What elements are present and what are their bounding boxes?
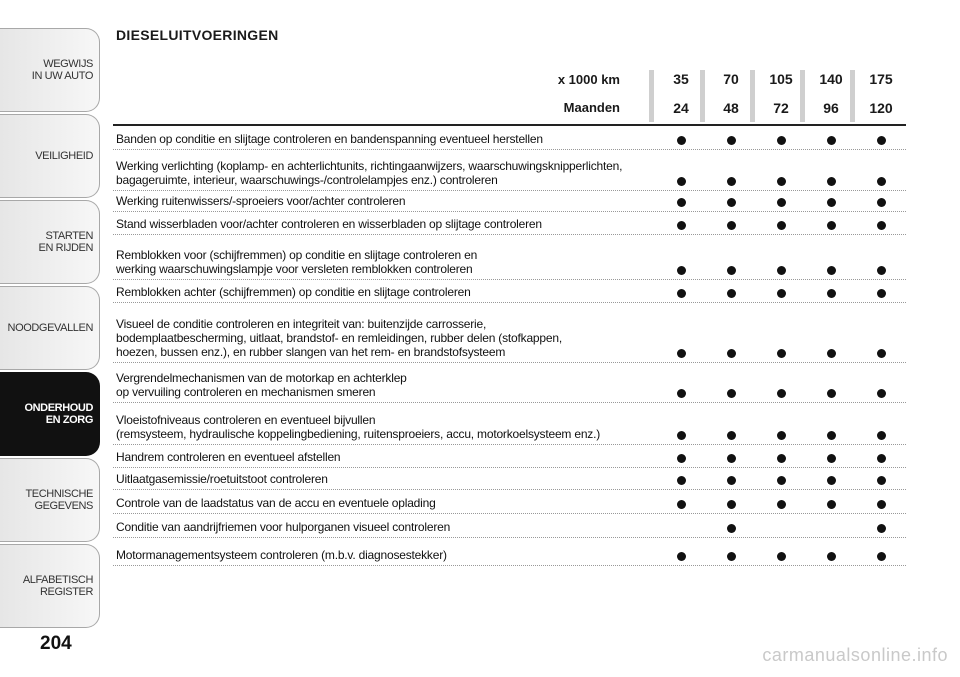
service-required-dot	[677, 431, 686, 440]
service-required-dot	[827, 198, 836, 207]
row-description-line: bagageruimte, interieur, waarschuwings-/controlelampjes enz.) controleren	[116, 173, 498, 187]
row-description	[116, 496, 656, 510]
row-description	[116, 248, 656, 276]
month-interval-96: 96	[823, 100, 839, 116]
table-row	[113, 445, 906, 468]
service-required-dot	[877, 431, 886, 440]
row-description	[116, 520, 656, 534]
row-description-line: (remsysteem, hydraulische koppelingbediening, ruitensproeiers, accu, motorkoelsysteem enz.)	[116, 427, 601, 441]
service-required-dot	[877, 454, 886, 463]
service-required-dot	[677, 349, 686, 358]
service-required-dot	[877, 476, 886, 485]
service-required-dot	[777, 476, 786, 485]
row-description-line: Motormanagementsysteem controleren (m.b.v. diagnosestekker)	[116, 548, 447, 562]
service-required-dot	[877, 524, 886, 533]
service-required-dot	[727, 221, 736, 230]
service-required-dot	[677, 177, 686, 186]
chapter-tab-label: ALFABETISCH	[22, 574, 93, 586]
service-required-dot	[777, 289, 786, 298]
chapter-tab-4[interactable]	[0, 372, 100, 456]
row-description	[116, 217, 656, 231]
row-description-line: Werking ruitenwissers/-sproeiers voor/achter controleren	[116, 194, 406, 208]
column-header-bar	[750, 70, 755, 122]
service-required-dot	[877, 500, 886, 509]
row-description-line: bodemplaatbescherming, uitlaat, brandstof- en remleidingen, rubber delen (stofkappen,	[116, 331, 562, 345]
chapter-tab-label: WEGWIJS	[43, 58, 93, 70]
service-required-dot	[677, 221, 686, 230]
service-required-dot	[827, 552, 836, 561]
service-required-dot	[877, 177, 886, 186]
service-required-dot	[727, 524, 736, 533]
row-description-line: Handrem controleren en eventueel afstellen	[116, 450, 341, 464]
service-required-dot	[727, 289, 736, 298]
row-description-line: Vloeistofniveaus controleren en eventueel bijvullen	[116, 413, 376, 427]
service-required-dot	[827, 500, 836, 509]
service-required-dot	[827, 476, 836, 485]
table-row	[113, 490, 906, 514]
service-required-dot	[727, 389, 736, 398]
service-required-dot	[877, 389, 886, 398]
row-description	[116, 450, 656, 464]
service-required-dot	[877, 136, 886, 145]
row-description	[116, 194, 656, 208]
chapter-tab-label: STARTEN	[45, 230, 93, 242]
service-required-dot	[777, 136, 786, 145]
column-header-bar	[649, 70, 654, 122]
service-required-dot	[677, 198, 686, 207]
service-required-dot	[677, 266, 686, 275]
table-row	[113, 212, 906, 235]
table-row	[113, 127, 906, 150]
row-description	[116, 317, 656, 359]
chapter-tab-label: EN ZORG	[45, 414, 93, 426]
service-required-dot	[677, 454, 686, 463]
km-interval-140: 140	[819, 71, 843, 87]
service-required-dot	[877, 552, 886, 561]
row-description-line: Remblokken achter (schijfremmen) op conditie en slijtage controleren	[116, 285, 471, 299]
service-required-dot	[777, 177, 786, 186]
row-description-line: Werking verlichting (koplamp- en achterlichtunits, richtingaanwijzers, waarschuwingsknipperlichten,	[116, 159, 623, 173]
row-description-line: Remblokken voor (schijfremmen) op conditie en slijtage controleren en	[116, 248, 478, 262]
service-required-dot	[777, 431, 786, 440]
column-header-bar	[850, 70, 855, 122]
page-number: 204	[40, 633, 72, 654]
service-required-dot	[727, 266, 736, 275]
table-row	[113, 514, 906, 538]
header-rule	[113, 124, 906, 126]
service-required-dot	[827, 349, 836, 358]
chapter-tab-label: IN UW AUTO	[31, 70, 93, 82]
service-required-dot	[677, 289, 686, 298]
chapter-tab-2[interactable]	[0, 200, 100, 284]
chapter-tab-3[interactable]	[0, 286, 100, 370]
row-description	[116, 472, 656, 486]
km-interval-105: 105	[769, 71, 793, 87]
months-header-label: Maanden	[563, 100, 620, 115]
row-description-line: hoezen, bussen enz.), en rubber slangen van het rem- en brandstofsysteem	[116, 345, 506, 359]
km-interval-175: 175	[869, 71, 893, 87]
service-required-dot	[677, 500, 686, 509]
table-row	[113, 403, 906, 445]
service-required-dot	[827, 266, 836, 275]
row-description-line: Conditie van aandrijfriemen voor hulporganen visueel controleren	[116, 520, 451, 534]
chapter-tab-label: EN RIJDEN	[38, 242, 93, 254]
table-row	[113, 191, 906, 212]
chapter-tab-label: GEGEVENS	[34, 500, 93, 512]
month-interval-72: 72	[773, 100, 789, 116]
table-row	[113, 468, 906, 490]
chapter-tab-label: ONDERHOUD	[24, 402, 93, 414]
km-interval-35: 35	[673, 71, 689, 87]
service-required-dot	[827, 177, 836, 186]
service-required-dot	[877, 266, 886, 275]
service-required-dot	[777, 221, 786, 230]
service-required-dot	[727, 454, 736, 463]
chapter-tab-label: NOODGEVALLEN	[7, 322, 93, 334]
service-required-dot	[727, 349, 736, 358]
service-required-dot	[777, 454, 786, 463]
chapter-tab-1[interactable]	[0, 114, 100, 198]
service-required-dot	[777, 266, 786, 275]
service-required-dot	[827, 136, 836, 145]
service-required-dot	[727, 177, 736, 186]
service-required-dot	[877, 198, 886, 207]
service-required-dot	[727, 476, 736, 485]
service-required-dot	[827, 431, 836, 440]
service-required-dot	[727, 136, 736, 145]
month-interval-120: 120	[869, 100, 893, 116]
service-required-dot	[777, 500, 786, 509]
row-description	[116, 159, 656, 187]
row-description-line: Visueel de conditie controleren en integriteit van: buitenzijde carrosserie,	[116, 317, 487, 331]
watermark: carmanualsonline.info	[762, 645, 948, 665]
row-description-line: Banden op conditie en slijtage controleren en bandenspanning eventueel herstellen	[116, 132, 543, 146]
row-description	[116, 285, 656, 299]
table-row	[113, 303, 906, 363]
service-required-dot	[877, 349, 886, 358]
table-row	[113, 150, 906, 191]
row-description-line: Stand wisserbladen voor/achter controleren en wisserbladen op slijtage controleren	[116, 217, 542, 231]
service-required-dot	[877, 221, 886, 230]
month-interval-24: 24	[673, 100, 689, 116]
table-row	[113, 280, 906, 303]
service-required-dot	[827, 221, 836, 230]
service-required-dot	[677, 389, 686, 398]
km-interval-70: 70	[723, 71, 739, 87]
table-row	[113, 363, 906, 403]
service-required-dot	[827, 389, 836, 398]
chapter-tab-label: VEILIGHEID	[35, 150, 93, 162]
row-description	[116, 371, 656, 399]
service-required-dot	[877, 289, 886, 298]
row-description	[116, 413, 656, 441]
service-required-dot	[777, 552, 786, 561]
service-required-dot	[777, 389, 786, 398]
chapter-tab-label: TECHNISCHE	[25, 488, 93, 500]
row-description	[116, 548, 656, 562]
row-description	[116, 132, 656, 146]
chapter-tab-6[interactable]	[0, 544, 100, 628]
row-description-line: Controle van de laadstatus van de accu en eventuele oplading	[116, 496, 436, 510]
row-description-line: werking waarschuwingslampje voor versleten remblokken controleren	[116, 262, 473, 276]
row-description-line: op vervuiling controleren en mechanismen smeren	[116, 385, 376, 399]
column-header-bar	[800, 70, 805, 122]
row-description-line: Uitlaatgasemissie/roetuitstoot controleren	[116, 472, 328, 486]
chapter-tab-5[interactable]	[0, 458, 100, 542]
page-title: DIESELUITVOERINGEN	[116, 27, 279, 43]
service-required-dot	[727, 552, 736, 561]
month-interval-48: 48	[723, 100, 739, 116]
chapter-tab-label: REGISTER	[39, 586, 93, 598]
column-header-bar	[700, 70, 705, 122]
row-description-line: Vergrendelmechanismen van de motorkap en achterklep	[116, 371, 407, 385]
service-required-dot	[677, 476, 686, 485]
chapter-tab-0[interactable]	[0, 28, 100, 112]
service-required-dot	[777, 349, 786, 358]
service-required-dot	[677, 552, 686, 561]
table-row	[113, 538, 906, 566]
table-row	[113, 235, 906, 280]
km-header-label: x 1000 km	[557, 72, 620, 87]
service-required-dot	[727, 431, 736, 440]
service-required-dot	[677, 136, 686, 145]
service-required-dot	[777, 198, 786, 207]
service-required-dot	[827, 454, 836, 463]
service-required-dot	[827, 289, 836, 298]
service-required-dot	[727, 500, 736, 509]
service-required-dot	[727, 198, 736, 207]
